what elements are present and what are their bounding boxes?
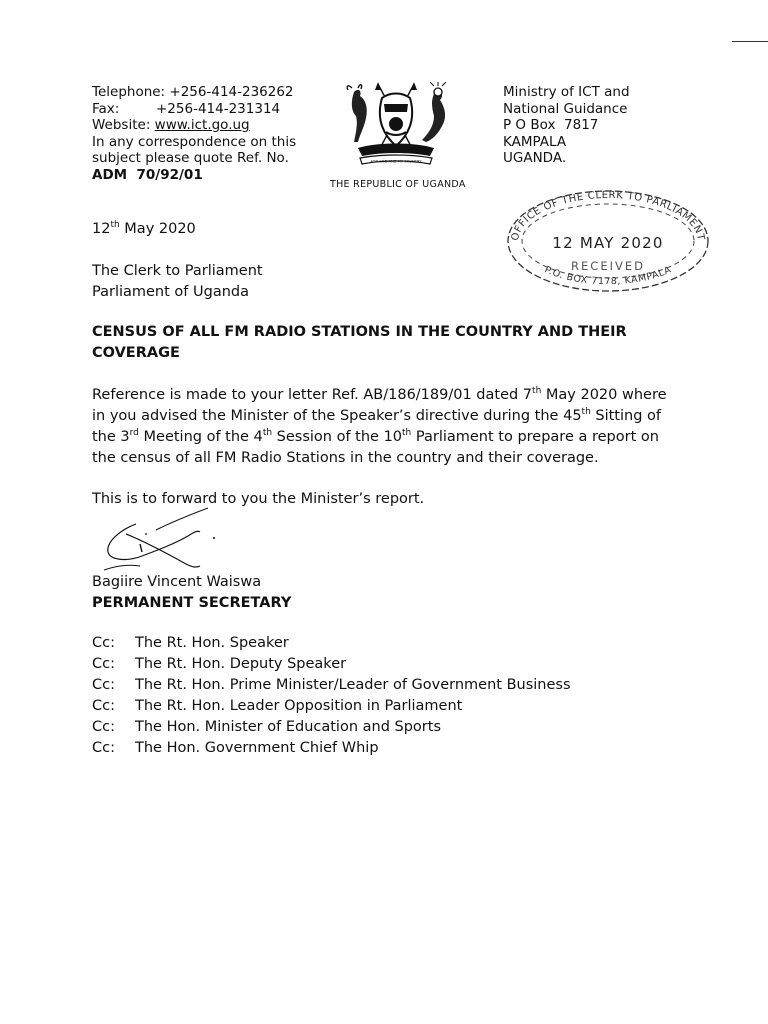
sender-contact-block [92,84,296,183]
date-day: 12 [92,221,111,237]
republic-caption: THE REPUBLIC OF UGANDA [330,179,466,190]
coat-of-arms [338,82,454,170]
cc-row: Cc: The Rt. Hon. Speaker [92,635,289,651]
page-edge-mark [732,41,768,42]
ministry-line1: Ministry of ICT and [503,84,630,100]
cc-list [92,633,571,759]
stamp-status: RECEIVED [571,259,645,273]
date-month-year: May 2020 [119,221,196,237]
cc-row: Cc: The Hon. Minister of Education and Sports [92,719,442,735]
coat-of-arms-emblem-icon [338,82,454,170]
paragraph1-line3: the 3rd Meeting of the 4th Session of the 10th Parliament to prepare a report on [92,428,659,445]
ministry-address-block [503,84,630,167]
stamp-top-text: OFFICE OF THE CLERK TO PARLIAMENT [509,189,707,242]
body-paragraph-forward: This is to forward to you the Minister’s report. [92,491,425,507]
ministry-city: KAMPALA [503,133,567,150]
recipient-block [92,261,263,303]
received-stamp [500,186,716,296]
telephone-line: Telephone: +256-414-236262 [92,84,294,100]
subject-heading [92,322,627,364]
ministry-line2: National Guidance [503,100,628,117]
reference-number: ADM 70/92/01 [92,166,203,183]
cc-row: Cc: The Hon. Government Chief Whip [92,740,379,756]
recipient-line1: The Clerk to Parliament [92,263,263,279]
paragraph1-line2: in you advised the Minister of the Speaker’s directive during the 45th Sitting of [92,407,662,424]
cc-row: Cc: The Rt. Hon. Prime Minister/Leader of Government Business [92,677,571,693]
subject-line2: COVERAGE [92,345,180,361]
fax-number: +256-414-231314 [156,100,281,117]
paragraph1-line1: Reference is made to your letter Ref. AB/186/189/01 dated 7th May 2020 where [92,386,667,403]
subject-line1: CENSUS OF ALL FM RADIO STATIONS IN THE COUNTRY AND THEIR [92,324,627,340]
stamp-date: 12 MAY 2020 [552,234,664,252]
cc-row: Cc: The Rt. Hon. Deputy Speaker [92,656,347,672]
date-day-suffix: th [110,220,120,231]
correspondence-note-line2: subject please quote Ref. No. [92,150,289,166]
stamp-bottom-text: P.O. BOX 7178, KAMPALA [542,264,674,288]
body-paragraph-reference [92,385,667,469]
ministry-po-box: P O Box 7817 [503,117,599,133]
cc-row: Cc: The Rt. Hon. Leader Opposition in Parliament [92,698,463,714]
website-label: Website: [92,117,151,133]
coat-of-arms-motto: FOR GOD AND MY COUNTRY [370,159,422,164]
website-link[interactable]: www.ict.go.ug [154,117,250,133]
recipient-line2: Parliament of Uganda [92,284,249,300]
fax-label: Fax: [92,100,120,117]
paragraph1-line4: the census of all FM Radio Stations in the country and their coverage. [92,450,599,466]
correspondence-note-line1: In any correspondence on this [92,133,297,150]
signatory-name: Bagiire Vincent Waiswa [92,574,262,590]
letter-date [92,219,196,240]
fax-line [92,101,296,118]
signatory-title: PERMANENT SECRETARY [92,595,292,611]
website-line [92,117,296,134]
ministry-country: UGANDA. [503,150,567,166]
handwritten-signature [96,500,226,582]
